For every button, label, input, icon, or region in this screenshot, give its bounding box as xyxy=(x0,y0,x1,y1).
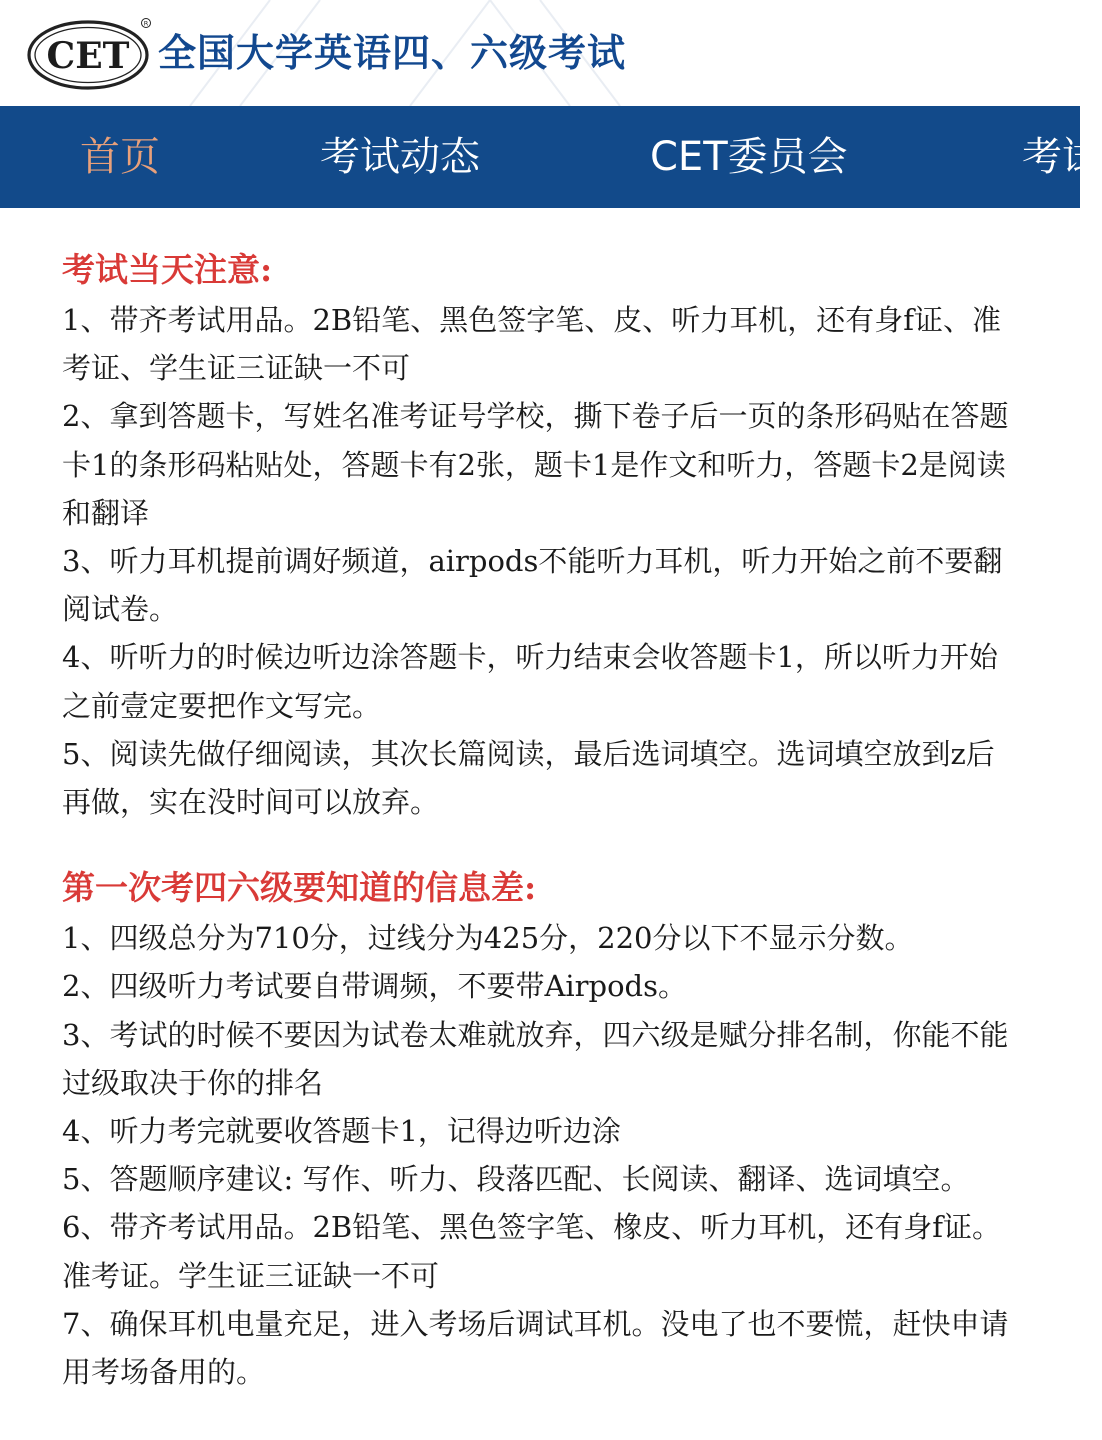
list-item: 2、四级听力考试要自带调频，不要带Airpods。 xyxy=(62,969,688,1004)
site-header xyxy=(0,0,1080,106)
article-content xyxy=(0,208,1080,1396)
nav-item-exam-news[interactable]: 考试动态 xyxy=(320,134,480,180)
list-item: 5、阅读先做仔细阅读，其次长篇阅读，最后选词填空。选词填空放到z后再做，实在没时间可以放弃。 xyxy=(62,736,995,820)
list-item: 1、带齐考试用品。2B铅笔、黑色签字笔、皮、听力耳机，还有身f证、准考证、学生证三证缺一不可 xyxy=(62,303,1001,386)
registered-mark-icon: R xyxy=(143,19,149,28)
nav-item-home[interactable]: 首页 xyxy=(80,134,160,180)
list-item: 4、听力考完就要收答题卡1，记得边听边涂 xyxy=(62,1114,621,1149)
nav-item-cet-committee[interactable]: CET委员会 xyxy=(650,134,848,180)
list-item: 3、考试的时候不要因为试卷太难就放弃，四六级是赋分排名制，你能不能过级取决于你的排名 xyxy=(62,1017,1009,1100)
list-item: 5、答题顺序建议: 写作、听力、段落匹配、长阅读、翻译、选词填空。 xyxy=(62,1162,970,1197)
list-item: 1、四级总分为710分，过线分为425分，220分以下不显示分数。 xyxy=(62,921,914,956)
list-item: 7、确保耳机电量充足，进入考场后调试耳机。没电了也不要慌，赶快申请用考场备用的。 xyxy=(62,1306,1009,1390)
list-item: 2、拿到答题卡，写姓名准考证号学校，撕下卷子后一页的条形码贴在答题卡1的条形码粘贴处，答题卡有2张，题卡1是作文和听力，答题卡2是阅读和翻译 xyxy=(62,399,1009,530)
list-item: 3、听力耳机提前调好频道，airpods不能听力耳机，听力开始之前不要翻阅试卷。 xyxy=(62,544,1003,627)
section-first-time-info xyxy=(62,864,1018,1396)
cet-logo[interactable] xyxy=(26,17,152,91)
section-exam-day-notes xyxy=(62,246,1018,826)
section-heading: 考试当天注意: xyxy=(62,250,273,289)
site-title: 全国大学英语四、六级考试 xyxy=(158,31,627,75)
cet-logo-text: CET xyxy=(46,35,130,77)
section-heading: 第一次考四六级要知道的信息差: xyxy=(62,868,537,908)
main-navigation xyxy=(0,106,1102,208)
nav-item-exam[interactable]: 考试 xyxy=(1022,134,1102,180)
list-item: 4、听听力的时候边听边涂答题卡，听力结束会收答题卡1，所以听力开始之前壹定要把作文写完。 xyxy=(62,640,998,723)
list-item: 6、带齐考试用品。2B铅笔、黑色签字笔、橡皮、听力耳机，还有身f证。准考证。学生证三证缺一不可 xyxy=(62,1210,1001,1293)
